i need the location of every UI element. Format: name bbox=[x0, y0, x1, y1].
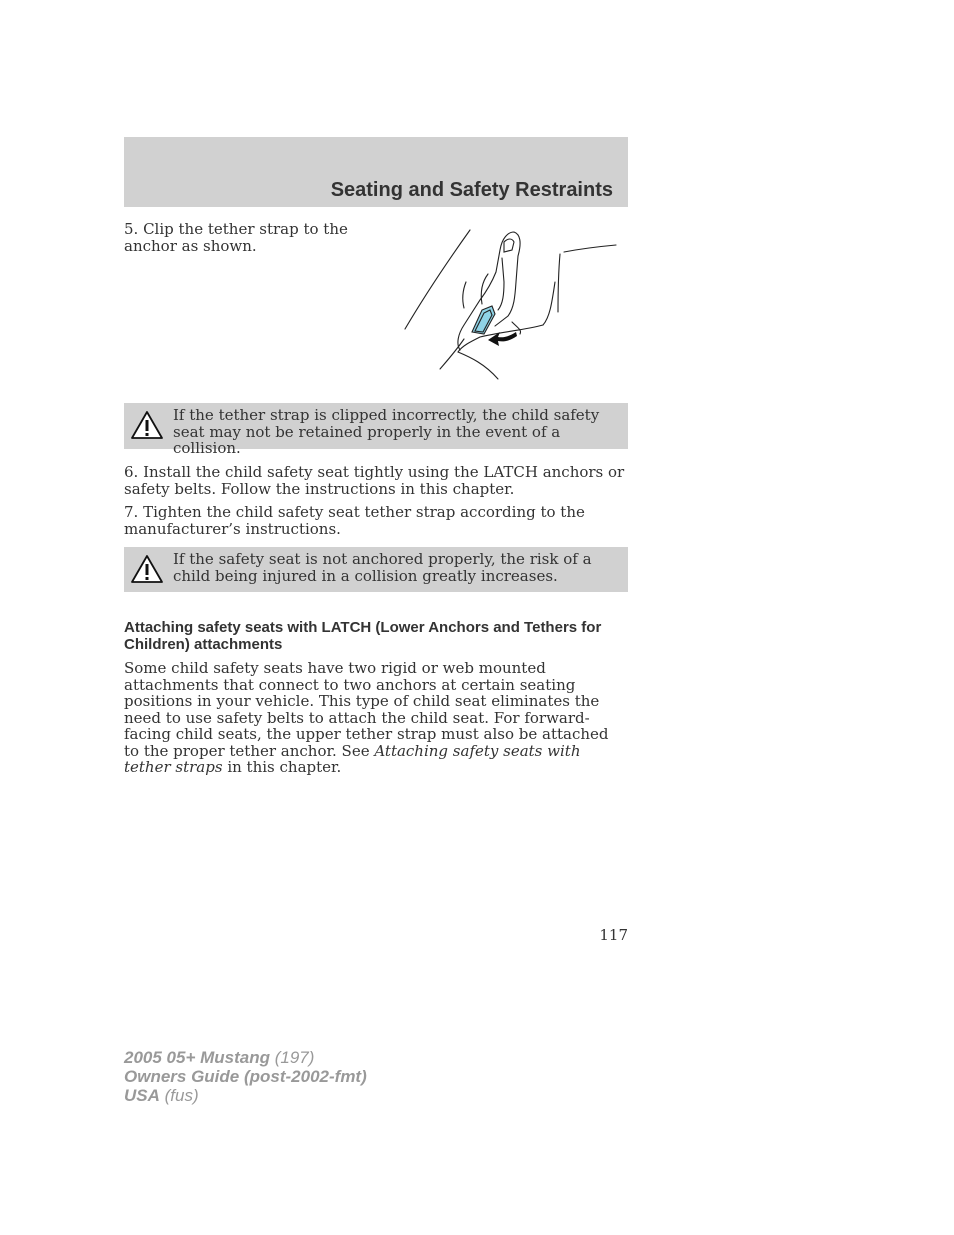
step-7-text: 7. Tighten the child safety seat tether strap according to the manufacturer’s instructions. bbox=[124, 503, 585, 538]
page-number: 117 bbox=[599, 926, 628, 944]
cross-reference-link: Attaching safety seats with tether straps bbox=[124, 741, 581, 776]
footer-market: USA bbox=[124, 1086, 160, 1105]
latch-section-body bbox=[124, 660, 628, 776]
tether-anchor-illustration bbox=[400, 222, 622, 384]
warning-text-2: If the safety seat is not anchored properly, the risk of a child being injured in a collision greatly increases. bbox=[173, 550, 592, 585]
section-title: Seating and Safety Restraints bbox=[330, 179, 613, 201]
warning-box-2 bbox=[124, 547, 628, 592]
footer-market-code: (fus) bbox=[159, 1086, 199, 1105]
document-footer bbox=[124, 1048, 367, 1105]
footer-guide: Owners Guide (post-2002-fmt) bbox=[124, 1067, 367, 1086]
footer-model-code: (197) bbox=[270, 1048, 315, 1067]
latch-body-text-end: in this chapter. bbox=[222, 758, 342, 776]
latch-body-text: Some child safety seats have two rigid or web mounted attachments that connect to two anchors at certain seating positions in your vehicle. This type of child seat eliminates the need to use safety belts to attach the child seat. For forward-facing child seats, the upper tether strap must also be attached to the proper tether anchor. See bbox=[124, 659, 609, 760]
warning-box-1 bbox=[124, 403, 628, 457]
footer-model: 2005 05+ Mustang bbox=[124, 1048, 270, 1067]
step-5-text: 5. Clip the tether strap to the anchor as shown. bbox=[124, 220, 348, 255]
step-6-text: 6. Install the child safety seat tightly using the LATCH anchors or safety belts. Follow the instructions in this chapter. bbox=[124, 463, 625, 498]
latch-section-heading: Attaching safety seats with LATCH (Lower Anchors and Tethers for Children) attachments bbox=[124, 619, 602, 653]
warning-text-1: If the tether strap is clipped incorrectly, the child safety seat may not be retained properly in the event of a collision. bbox=[173, 406, 600, 457]
warning-triangle-icon bbox=[130, 410, 164, 440]
section-header-band bbox=[124, 137, 628, 207]
warning-triangle-icon bbox=[130, 554, 164, 584]
